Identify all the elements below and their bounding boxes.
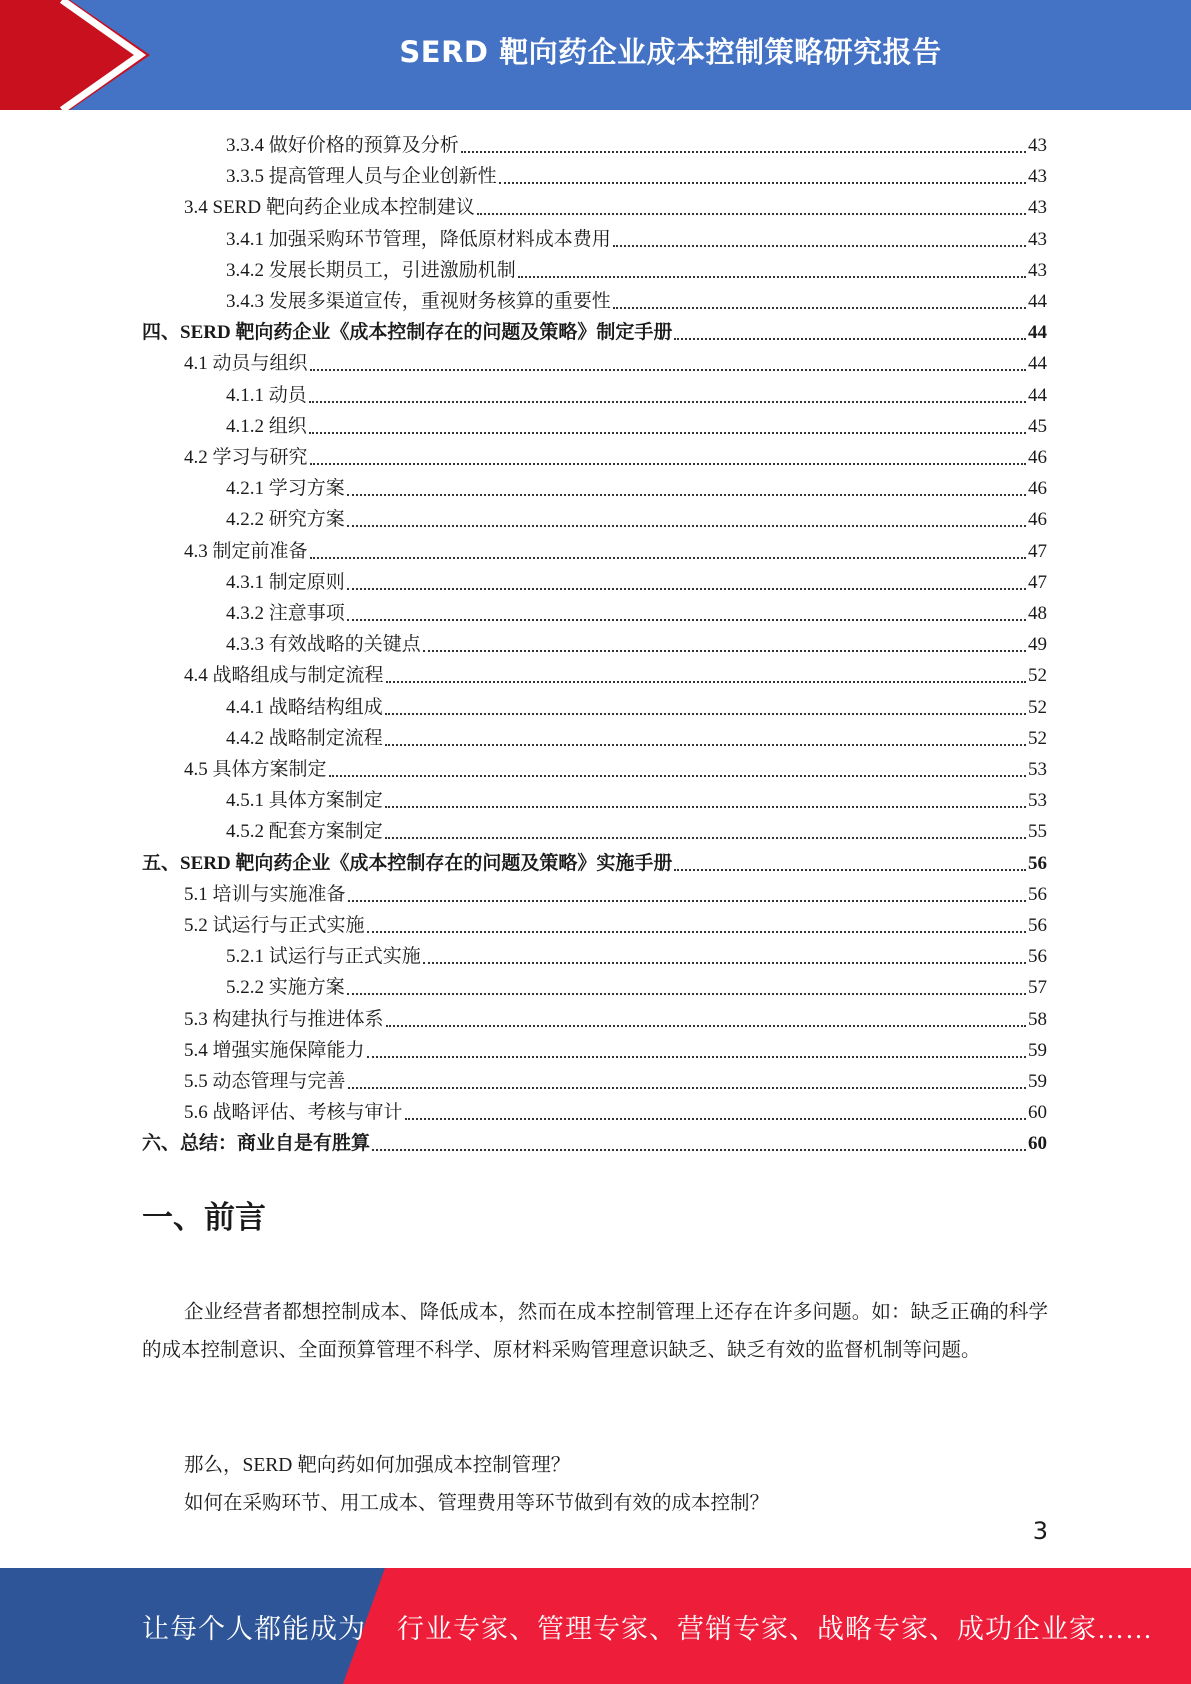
toc-entry-page: 43 [1028, 228, 1047, 250]
toc-entry-page: 44 [1028, 291, 1047, 312]
toc-entry-page: 58 [1028, 1008, 1047, 1030]
toc-entry[interactable] [226, 470, 1047, 501]
toc-entry-label: 5.4 增强实施保障能力 [184, 1039, 365, 1061]
toc-entry[interactable] [226, 720, 1047, 751]
toc-entry-page: 52 [1028, 696, 1047, 718]
toc-dot-leader [405, 1118, 1026, 1120]
toc-entry-page: 44 [1028, 384, 1047, 406]
report-title: SERD 靶向药企业成本控制策略研究报告 [399, 34, 942, 69]
body-paragraph: 企业经营者都想控制成本、降低成本，然而在成本控制管理上还存在许多问题。如：缺乏正确的科学的成本控制意识、全面预算管理不科学、原材料采购管理意识缺乏、缺乏有效的监督机制等问题。 [142, 1302, 1048, 1361]
toc-entry-page: 60 [1028, 1102, 1047, 1124]
toc-dot-leader [367, 931, 1026, 933]
toc-entry[interactable] [226, 283, 1047, 314]
toc-entry-label: 4.4.1 战略结构组成 [226, 696, 383, 718]
toc-dot-leader [385, 744, 1026, 746]
toc-dot-leader [461, 151, 1026, 153]
toc-entry-page: 53 [1028, 759, 1047, 780]
toc-dot-leader [423, 962, 1026, 964]
toc-entry[interactable] [226, 564, 1047, 595]
toc-entry-label: 4.3.3 有效战略的关键点 [226, 634, 421, 656]
toc-entry-label: 3.4.1 加强采购环节管理，降低原材料成本费用 [226, 228, 611, 250]
toc-entry-label: 4.3.1 制定原则 [226, 571, 345, 593]
toc-dot-leader [613, 245, 1026, 247]
toc-entry-label: 5.1 培训与实施准备 [184, 883, 346, 905]
toc-entry[interactable] [184, 1063, 1047, 1094]
toc-dot-leader [477, 213, 1026, 215]
toc-dot-leader [347, 993, 1026, 995]
toc-dot-leader [372, 1149, 1026, 1151]
toc-entry-page: 44 [1028, 322, 1047, 344]
toc-entry-label: 5.2 试运行与正式实施 [184, 915, 365, 936]
toc-entry[interactable] [226, 813, 1047, 844]
toc-entry-page: 57 [1028, 977, 1047, 999]
toc-entry-label: 3.4.2 发展长期员工，引进激励机制 [226, 259, 516, 281]
toc-dot-leader [499, 182, 1026, 184]
toc-entry[interactable] [184, 907, 1047, 938]
toc-entry-page: 53 [1028, 790, 1047, 812]
toc-entry[interactable] [226, 252, 1047, 283]
toc-entry[interactable] [226, 689, 1047, 720]
header-banner [0, 0, 1191, 110]
footer-slogan-right: 行业专家、管理专家、营销专家、战略专家、成功企业家…… [397, 1613, 1153, 1644]
toc-dot-leader [310, 369, 1026, 371]
toc-entry-page: 56 [1028, 883, 1047, 905]
toc-dot-leader [309, 401, 1026, 403]
toc-entry-label: 4.2 学习与研究 [184, 447, 308, 468]
toc-entry[interactable] [184, 1032, 1047, 1063]
toc-entry[interactable] [184, 533, 1047, 564]
toc-entry-label: 4.5.1 具体方案制定 [226, 790, 383, 812]
toc-entry-label: 4.3.2 注意事项 [226, 603, 345, 624]
toc-entry[interactable] [184, 345, 1047, 376]
toc-entry-label: 4.1.1 动员 [226, 384, 307, 406]
toc-dot-leader [309, 432, 1026, 434]
body-paragraph: 那么，SERD 靶向药如何加强成本控制管理？ [184, 1455, 571, 1476]
toc-entry[interactable] [142, 1125, 1047, 1156]
toc-dot-leader [347, 588, 1026, 590]
toc-entry-label: 5.2.1 试运行与正式实施 [226, 946, 421, 968]
toc-entry-label: 4.1 动员与组织 [184, 353, 308, 375]
toc-entry-page: 43 [1028, 166, 1047, 188]
footer-slogan-left: 让每个人都能成为 [142, 1613, 366, 1644]
toc-entry-page: 43 [1028, 259, 1047, 281]
toc-entry-page: 43 [1028, 197, 1047, 219]
toc-entry-label: 3.4 SERD 靶向药企业成本控制建议 [184, 197, 475, 219]
toc-entry-label: 四、SERD 靶向药企业《成本控制存在的问题及策略》制定手册 [142, 322, 673, 344]
toc-entry-label: 5.5 动态管理与完善 [184, 1071, 346, 1092]
toc-entry-label: 4.2.2 研究方案 [226, 509, 345, 531]
toc-dot-leader [310, 463, 1026, 465]
toc-entry[interactable] [184, 439, 1047, 470]
toc-dot-leader [613, 307, 1026, 309]
toc-entry-page: 56 [1028, 946, 1047, 968]
toc-entry-label: 4.5 具体方案制定 [184, 759, 327, 780]
toc-dot-leader [347, 619, 1026, 621]
toc-entry-page: 52 [1028, 727, 1047, 749]
toc-entry-label: 六、总结：商业自是有胜算 [142, 1133, 371, 1155]
toc-entry[interactable] [226, 595, 1047, 626]
toc-entry-page: 52 [1028, 665, 1047, 687]
toc-dot-leader [367, 1056, 1026, 1058]
toc-dot-leader [310, 557, 1026, 559]
toc-entry[interactable] [226, 969, 1047, 1000]
toc-entry-label: 3.3.5 提高管理人员与企业创新性 [226, 166, 497, 188]
section-heading: 一、前言 [142, 1200, 266, 1236]
toc-entry-page: 44 [1028, 353, 1047, 375]
toc-dot-leader [423, 650, 1026, 652]
toc-entry[interactable] [184, 657, 1047, 688]
toc-entry[interactable] [226, 158, 1047, 189]
toc-entry-label: 5.6 战略评估、考核与审计 [184, 1102, 403, 1124]
toc-dot-leader [386, 681, 1026, 683]
toc-entry-label: 4.5.2 配套方案制定 [226, 821, 383, 843]
toc-entry[interactable] [184, 189, 1047, 220]
toc-entry[interactable] [226, 782, 1047, 813]
toc-entry-page: 47 [1028, 571, 1047, 593]
toc-entry[interactable] [226, 408, 1047, 439]
toc-entry[interactable] [226, 626, 1047, 657]
toc-dot-leader [385, 837, 1026, 839]
toc-dot-leader [385, 713, 1026, 715]
toc-entry-page: 48 [1028, 603, 1047, 624]
toc-entry-label: 3.3.4 做好价格的预算及分析 [226, 135, 459, 156]
toc-dot-leader [386, 1025, 1026, 1027]
toc-entry-page: 46 [1028, 478, 1047, 500]
toc-entry-label: 4.3 制定前准备 [184, 540, 308, 562]
toc-dot-leader [329, 775, 1026, 777]
toc-entry[interactable] [226, 377, 1047, 408]
toc-entry[interactable] [184, 876, 1047, 907]
toc-entry-page: 43 [1028, 135, 1047, 156]
toc-entry-label: 五、SERD 靶向药企业《成本控制存在的问题及策略》实施手册 [142, 852, 673, 874]
toc-entry[interactable] [184, 1094, 1047, 1125]
toc-entry-label: 5.3 构建执行与推进体系 [184, 1008, 384, 1030]
toc-entry-page: 56 [1028, 852, 1047, 874]
toc-entry-page: 45 [1028, 415, 1047, 437]
toc-dot-leader [674, 869, 1026, 871]
toc-entry-page: 56 [1028, 915, 1047, 936]
toc-entry-page: 46 [1028, 509, 1047, 531]
toc-entry[interactable] [226, 501, 1047, 532]
body-paragraph: 如何在采购环节、用工成本、管理费用等环节做到有效的成本控制？ [184, 1493, 770, 1514]
toc-dot-leader [385, 806, 1026, 808]
toc-dot-leader [347, 494, 1026, 496]
toc-entry-page: 49 [1028, 634, 1047, 656]
toc-entry[interactable] [226, 221, 1047, 252]
toc-entry-page: 59 [1028, 1039, 1047, 1061]
toc-dot-leader [347, 525, 1026, 527]
header-chevron-decoration [0, 0, 150, 110]
toc-dot-leader [348, 1087, 1026, 1089]
toc-entry[interactable] [226, 127, 1047, 158]
toc-entry[interactable] [142, 845, 1047, 876]
toc-entry-label: 4.2.1 学习方案 [226, 478, 345, 500]
toc-entry-label: 3.4.3 发展多渠道宣传，重视财务核算的重要性 [226, 291, 611, 312]
toc-dot-leader [518, 276, 1026, 278]
toc-entry-page: 47 [1028, 540, 1047, 562]
toc-entry-page: 60 [1028, 1133, 1047, 1155]
toc-entry[interactable] [184, 751, 1047, 782]
toc-dot-leader [348, 900, 1026, 902]
page-number: 3 [1032, 1517, 1048, 1545]
toc-entry-page: 46 [1028, 447, 1047, 468]
toc-entry[interactable] [184, 1001, 1047, 1032]
footer-banner [0, 1568, 1191, 1684]
toc-entry[interactable] [226, 938, 1047, 969]
toc-dot-leader [674, 338, 1026, 340]
toc-entry-page: 59 [1028, 1071, 1047, 1092]
toc-entry[interactable] [142, 314, 1047, 345]
toc-entry-page: 55 [1028, 821, 1047, 843]
toc-entry-label: 4.4.2 战略制定流程 [226, 727, 383, 749]
toc-entry-label: 4.4 战略组成与制定流程 [184, 665, 384, 687]
toc-entry-label: 5.2.2 实施方案 [226, 977, 345, 999]
toc-entry-label: 4.1.2 组织 [226, 415, 307, 437]
